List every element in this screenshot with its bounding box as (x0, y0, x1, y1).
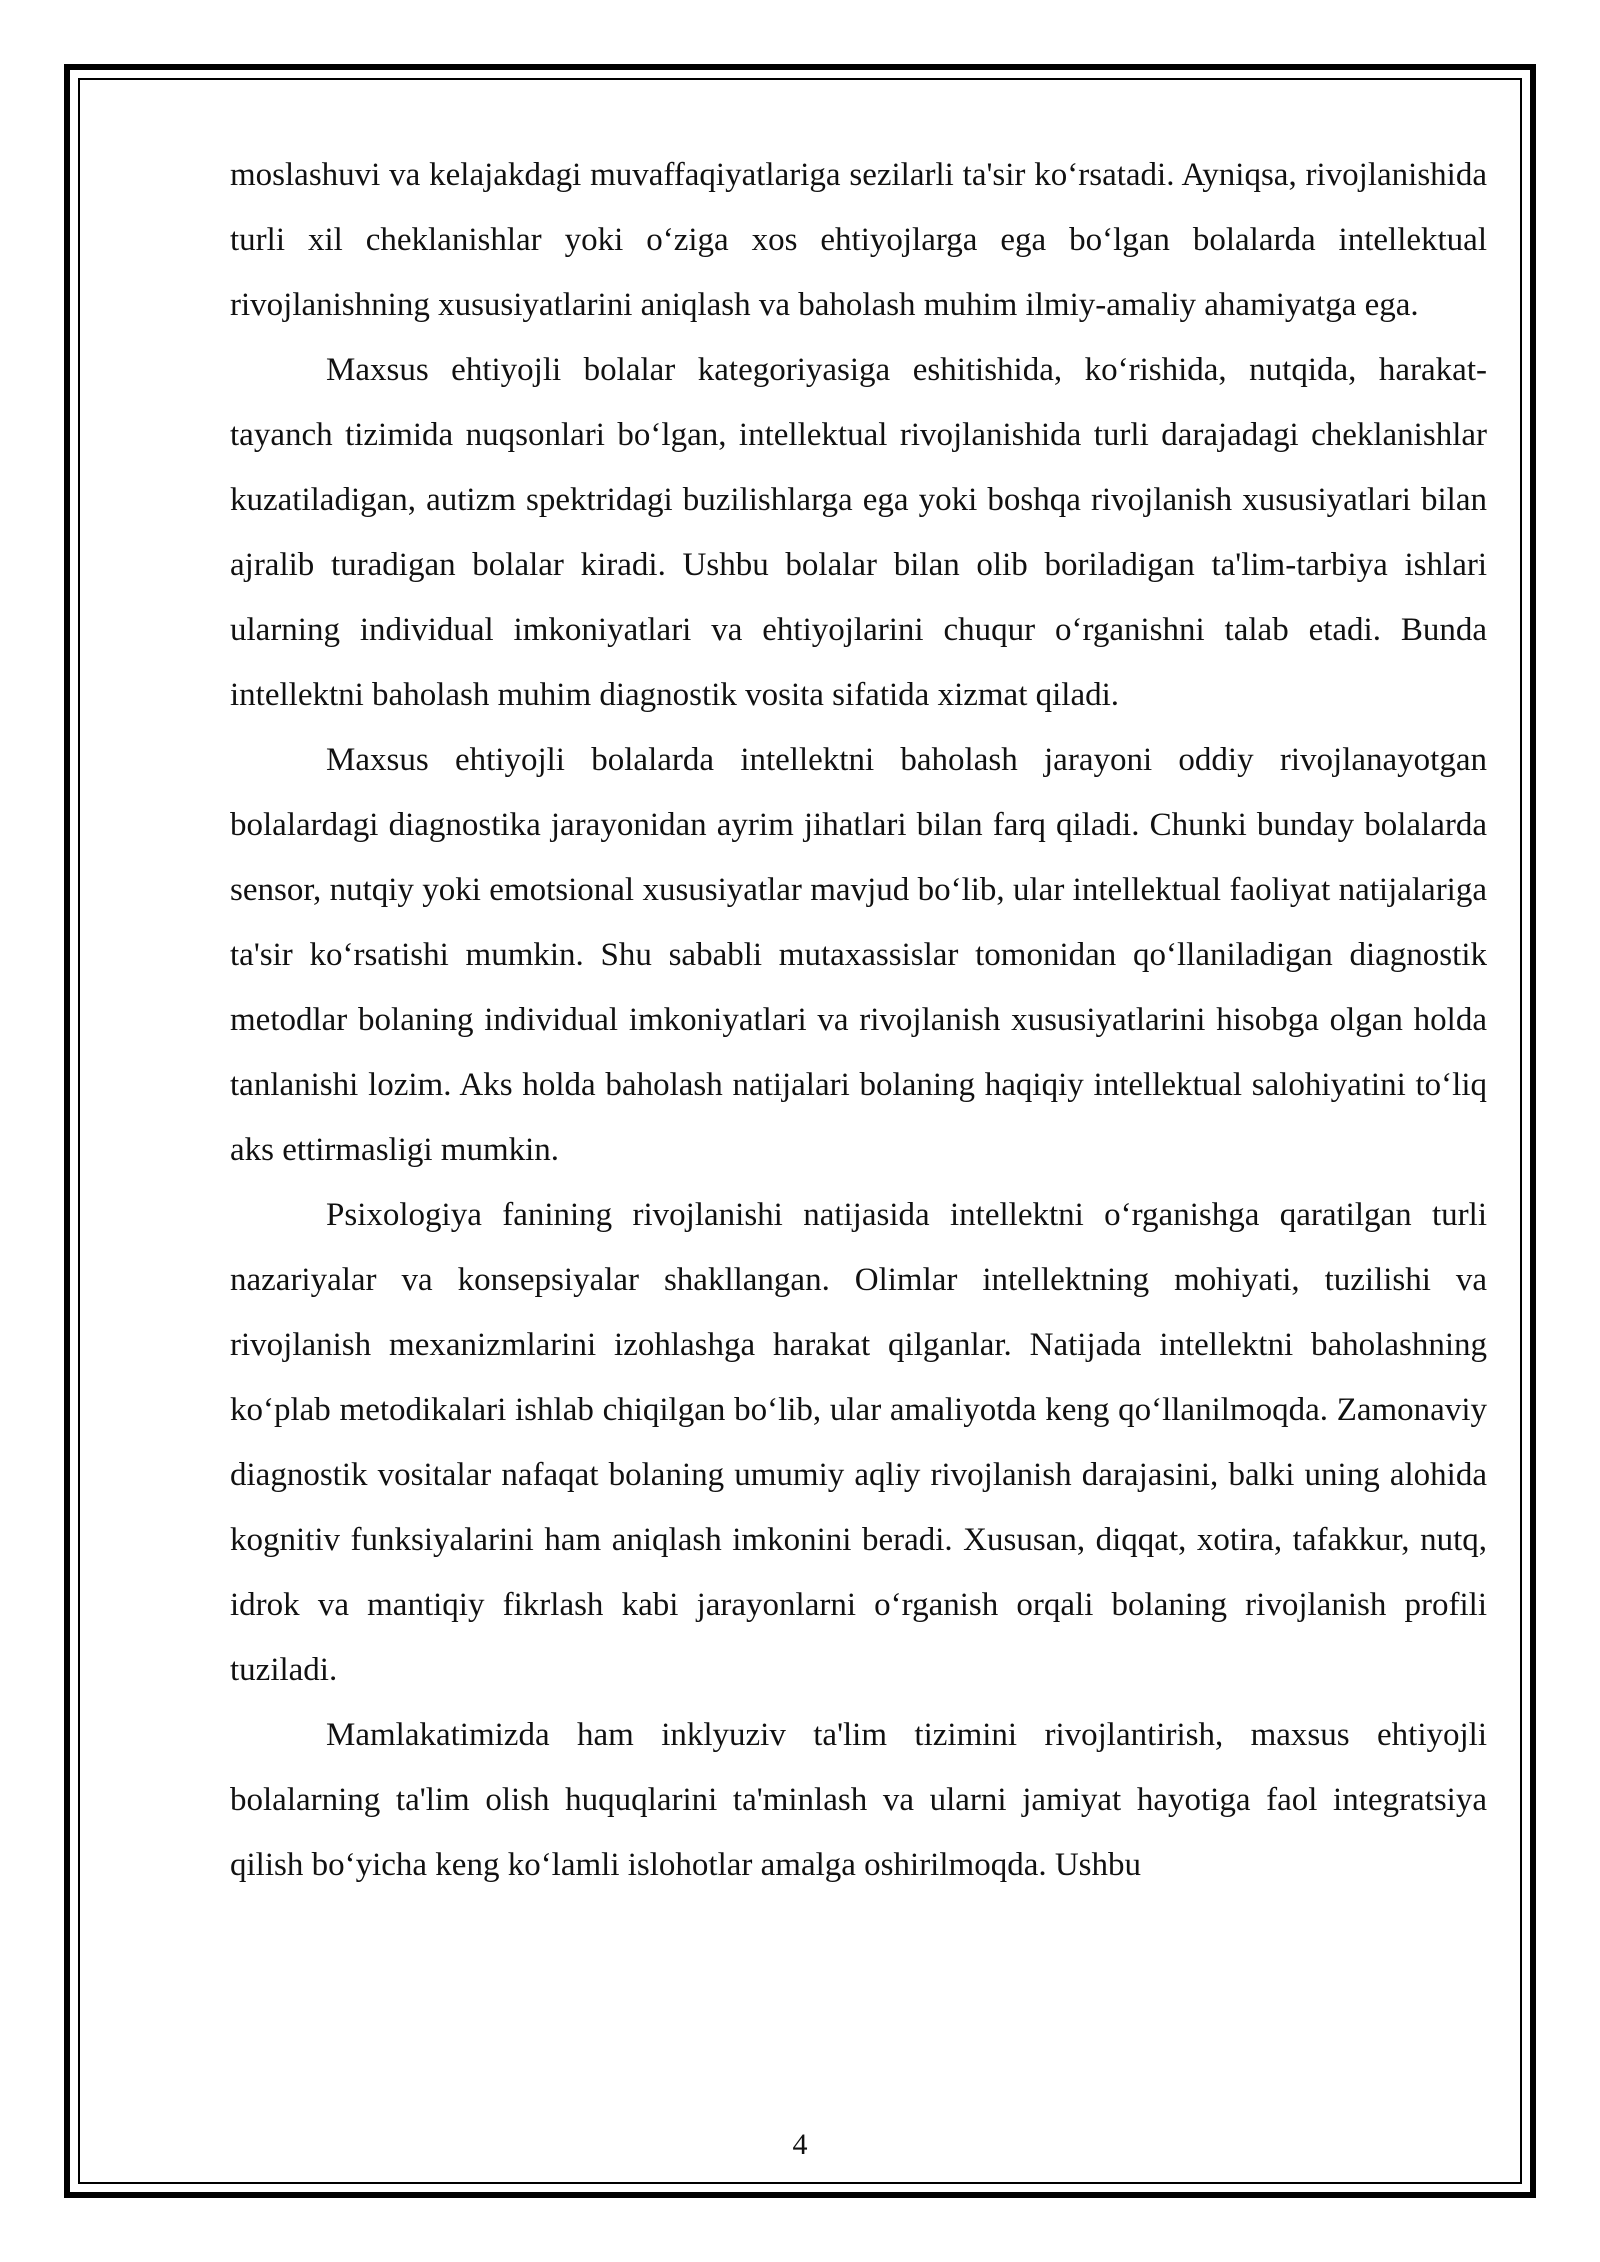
document-body (230, 143, 1487, 1898)
paragraph-2: Maxsus ehtiyojli bolalar kategoriyasiga eshitishida, koʻrishida, nutqida, harakat-tayanch tizimida nuqsonlari boʻlgan, intellektual rivojlanishida turli darajadagi cheklanishlar kuzatiladigan, autizm spektridagi buzilishlarga ega yoki boshqa rivojlanish xususiyatlari bilan ajralib turadigan bolalar kiradi. Ushbu bolalar bilan olib boriladigan ta'lim-tarbiya ishlari ularning individual imkoniyatlari va ehtiyojlarini chuqur oʻrganishni talab etadi. Bunda intellektni baholash muhim diagnostik vosita sifatida xizmat qiladi. (230, 352, 1487, 713)
page-number: 4 (792, 2128, 808, 2161)
paragraph-4: Psixologiya fanining rivojlanishi natijasida intellektni oʻrganishga qaratilgan turli nazariyalar va konsepsiyalar shakllangan. Olimlar intellektning mohiyati, tuzilishi va rivojlanish mexanizmlarini izohlashga harakat qilganlar. Natijada intellektni baholashning koʻplab metodikalari ishlab chiqilgan boʻlib, ular amaliyotda keng qoʻllanilmoqda. Zamonaviy diagnostik vositalar nafaqat bolaning umumiy aqliy rivojlanish darajasini, balki uning alohida kognitiv funksiyalarini ham aniqlash imkonini beradi. Xususan, diqqat, xotira, tafakkur, nutq, idrok va mantiqiy fikrlash kabi jarayonlarni oʻrganish orqali bolaning rivojlanish profili tuziladi. (230, 1197, 1487, 1688)
paragraph-1: moslashuvi va kelajakdagi muvaffaqiyatlariga sezilarli ta'sir koʻrsatadi. Ayniqsa, rivojlanishida turli xil cheklanishlar yoki oʻziga xos ehtiyojlarga ega boʻlgan bolalarda intellektual rivojlanishning xususiyatlarini aniqlash va baholash muhim ilmiy-amaliy ahamiyatga ega. (230, 157, 1487, 323)
paragraph-3: Maxsus ehtiyojli bolalarda intellektni baholash jarayoni oddiy rivojlanayotgan bolalardagi diagnostika jarayonidan ayrim jihatlari bilan farq qiladi. Chunki bunday bolalarda sensor, nutqiy yoki emotsional xususiyatlar mavjud boʻlib, ular intellektual faoliyat natijalariga ta'sir koʻrsatishi mumkin. Shu sababli mutaxassislar tomonidan qoʻllaniladigan diagnostik metodlar bolaning individual imkoniyatlari va rivojlanish xususiyatlarini hisobga olgan holda tanlanishi lozim. Aks holda baholash natijalari bolaning haqiqiy intellektual salohiyatini toʻliq aks ettirmasligi mumkin. (230, 742, 1487, 1168)
paragraph-5: Mamlakatimizda ham inklyuziv ta'lim tizimini rivojlantirish, maxsus ehtiyojli bolalarning ta'lim olish huquqlarini ta'minlash va ularni jamiyat hayotiga faol integratsiya qilish boʻyicha keng koʻlamli islohotlar amalga oshirilmoqda. Ushbu (230, 1717, 1487, 1883)
